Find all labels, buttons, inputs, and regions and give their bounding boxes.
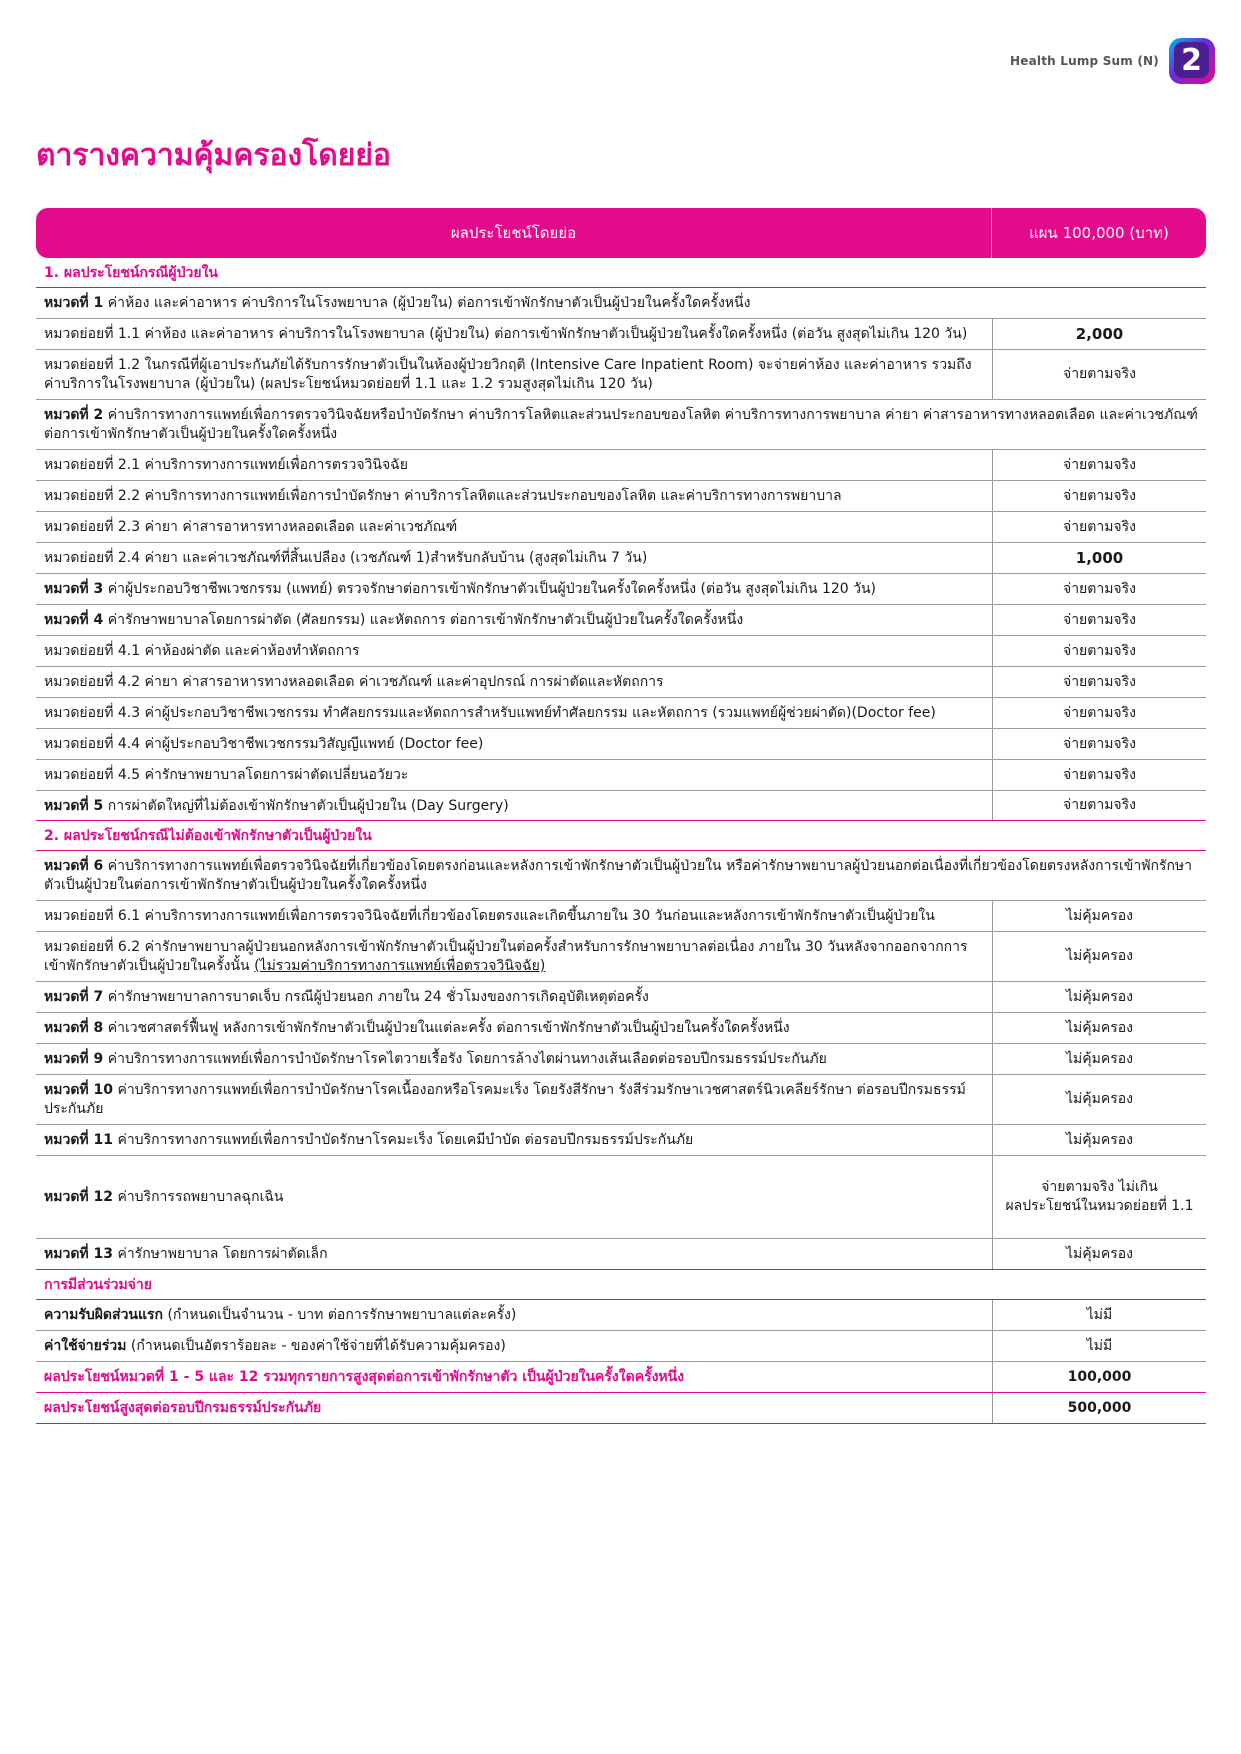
section-copayment: [36, 1270, 1206, 1300]
row-text: [36, 1331, 992, 1361]
category-label: หมวดที่ 4: [44, 612, 104, 628]
category-body: ค่าผู้ประกอบวิชาชีพเวชกรรม (แพทย์) ตรวจรักษาต่อการเข้าพักรักษาตัวเป็นผู้ป่วยในครั้งใดครั้งหนึ่ง (ต่อวัน สูงสุดไม่เกิน 120 วัน): [103, 581, 877, 597]
table-row: [36, 481, 1206, 512]
table-row: [36, 605, 1206, 636]
category-body: การผ่าตัดใหญ่ที่ไม่ต้องเข้าพักรักษาตัวเป็นผู้ป่วยใน (Day Surgery): [103, 798, 509, 814]
row-amount: จ่ายตามจริง: [992, 791, 1206, 820]
row-amount: ไม่คุ้มครอง: [992, 1044, 1206, 1074]
row-amount: 2,000: [992, 319, 1206, 349]
category-body: ค่าห้อง และค่าอาหาร ค่าบริการในโรงพยาบาล (ผู้ป่วยใน) ต่อการเข้าพักรักษาตัวเป็นผู้ป่วยในครั้งใดครั้งหนึ่ง: [103, 295, 751, 311]
row-text: [36, 400, 1206, 449]
category-body: ค่ารักษาพยาบาล โดยการผ่าตัดเล็ก: [113, 1246, 328, 1262]
table-row: [36, 1013, 1206, 1044]
category-body: ค่าบริการทางการแพทย์เพื่อการตรวจวินิจฉัยหรือบำบัดรักษา ค่าบริการโลหิตและส่วนประกอบของโลหิต ค่าบริการทางการพยาบาล ค่ายา ค่าสารอาหารทางหลอดเลือด และค่าเวชภัณฑ์ ต่อการเข้าพักรักษาตัวเป็นผู้ป่วยในครั้งใดครั้งหนึ่ง: [44, 407, 1198, 442]
category-label: หมวดที่ 12: [44, 1189, 113, 1205]
row-amount: ไม่มี: [992, 1300, 1206, 1330]
table-row: [36, 729, 1206, 760]
table-row: [36, 574, 1206, 605]
table-row: [36, 1300, 1206, 1331]
section-title: การมีส่วนร่วมจ่าย: [44, 1277, 152, 1293]
row-amount: ไม่คุ้มครอง: [992, 982, 1206, 1012]
summary-amount: 500,000: [992, 1393, 1206, 1423]
table-row: [36, 791, 1206, 821]
row-amount: จ่ายตามจริง: [992, 450, 1206, 480]
table-row: [36, 1125, 1206, 1156]
row-amount: จ่ายตามจริง: [992, 760, 1206, 790]
category-body: ค่าบริการทางการแพทย์เพื่อตรวจวินิจฉัยที่เกี่ยวข้องโดยตรงก่อนและหลังการเข้าพักรักษาตัวเป็นผู้ป่วยใน หรือค่ารักษาพยาบาลผู้ป่วยนอกต่อเนื่องที่เกี่ยวข้องโดยตรงหลังการเข้าพักรักษาตัวเป็นผู้ป่วยในต่อการเข้าพักรักษาตัวเป็นผู้ป่วยในครั้งใดครั้งหนึ่ง: [44, 858, 1193, 893]
table-row: [36, 982, 1206, 1013]
category-body: ค่าบริการทางการแพทย์เพื่อการบำบัดรักษาโรคเนื้องอกหรือโรคมะเร็ง โดยรังสีรักษา รังสีร่วมรักษาเวชศาสตร์นิวเคลียร์รักษา ต่อรอบปีกรมธรรม์ประกันภัย: [44, 1082, 966, 1117]
table-row: [36, 851, 1206, 901]
brand-text: Health Lump Sum (N): [1010, 54, 1159, 68]
row-text: [36, 1125, 992, 1155]
row-amount: จ่ายตามจริง: [992, 512, 1206, 542]
table-row: [36, 543, 1206, 574]
summary-amount: 100,000: [992, 1362, 1206, 1392]
row-text: [36, 1044, 992, 1074]
table-row: [36, 636, 1206, 667]
column-header-plan: แผน 100,000 (บาท): [991, 208, 1206, 258]
column-header-benefit: ผลประโยชน์โดยย่อ: [450, 224, 577, 242]
summary-row: [36, 1393, 1206, 1424]
category-body: ค่าบริการรถพยาบาลฉุกเฉิน: [113, 1189, 284, 1205]
row-amount: ไม่คุ้มครอง: [992, 932, 1206, 981]
row-text: [36, 1239, 992, 1269]
category-label: หมวดที่ 9: [44, 1051, 104, 1067]
category-label: หมวดที่ 5: [44, 798, 104, 814]
row-text: หมวดย่อยที่ 4.1 ค่าห้องผ่าตัด และค่าห้องทำหัตถการ: [44, 643, 360, 659]
section-title: 1. ผลประโยชน์กรณีผู้ป่วยใน: [44, 265, 218, 281]
table-row: [36, 1331, 1206, 1362]
table-row: [36, 698, 1206, 729]
table-row: [36, 760, 1206, 791]
section-title: 2. ผลประโยชน์กรณีไม่ต้องเข้าพักรักษาตัวเป็นผู้ป่วยใน: [44, 828, 372, 844]
table-row: [36, 1156, 1206, 1239]
row-text: หมวดย่อยที่ 4.3 ค่าผู้ประกอบวิชาชีพเวชกรรม ทำศัลยกรรมและหัตถการสำหรับแพทย์ทำศัลยกรรม และหัตถการ (รวมแพทย์ผู้ช่วยผ่าตัด)(Doctor fee): [44, 705, 936, 721]
row-text: [36, 1300, 992, 1330]
table-row: [36, 932, 1206, 982]
category-label: หมวดที่ 13: [44, 1246, 113, 1262]
table-row: [36, 450, 1206, 481]
row-text: หมวดย่อยที่ 2.2 ค่าบริการทางการแพทย์เพื่อการบำบัดรักษา ค่าบริการโลหิตและส่วนประกอบของโลหิต และค่าบริการทางการพยาบาล: [44, 488, 842, 504]
table-row: [36, 1075, 1206, 1125]
category-label: หมวดที่ 11: [44, 1132, 113, 1148]
table-row: [36, 1239, 1206, 1270]
row-text: [36, 791, 992, 820]
category-body: ค่าบริการทางการแพทย์เพื่อการบำบัดรักษาโรคไตวายเรื้อรัง โดยการล้างไตผ่านทางเส้นเลือดต่อรอบปีกรมธรรม์ประกันภัย: [103, 1051, 827, 1067]
category-label: หมวดที่ 3: [44, 581, 104, 597]
section-outpatient: [36, 821, 1206, 851]
coverage-table: [36, 208, 1206, 1424]
row-amount: จ่ายตามจริง: [992, 481, 1206, 511]
row-amount: จ่ายตามจริง: [992, 667, 1206, 697]
category-body: ค่าเวชศาสตร์ฟื้นฟู หลังการเข้าพักรักษาตัวเป็นผู้ป่วยในแต่ละครั้ง ต่อการเข้าพักรักษาตัวเป็นผู้ป่วยในครั้งใดครั้งหนึ่ง: [103, 1020, 790, 1036]
row-text: หมวดย่อยที่ 2.3 ค่ายา ค่าสารอาหารทางหลอดเลือด และค่าเวชภัณฑ์: [44, 519, 458, 535]
category-label: หมวดที่ 1: [44, 295, 104, 311]
row-text: [36, 851, 1206, 900]
row-text: [36, 1013, 992, 1043]
page-title: ตารางความคุ้มครองโดยย่อ: [36, 138, 391, 173]
row-text: หมวดย่อยที่ 4.5 ค่ารักษาพยาบาลโดยการผ่าตัดเปลี่ยนอวัยวะ: [44, 767, 409, 783]
row-text: [36, 982, 992, 1012]
summary-row: [36, 1362, 1206, 1393]
row-text: หมวดย่อยที่ 1.2 ในกรณีที่ผู้เอาประกันภัยได้รับการรักษาตัวเป็นในห้องผู้ป่วยวิกฤติ (Intensive Care Inpatient Room) จะจ่ายค่าห้อง และค่าอาหาร รวมถึงค่าบริการในโรงพยาบาล (ผู้ป่วยใน) (ผลประโยชน์หมวดย่อยที่ 1.1 และ 1.2 รวมสูงสุดไม่เกิน 120 วัน): [44, 357, 972, 392]
table-header: [36, 208, 1206, 258]
row-text: หมวดย่อยที่ 4.2 ค่ายา ค่าสารอาหารทางหลอดเลือด ค่าเวชภัณฑ์ และค่าอุปกรณ์ การผ่าตัดและหัตถการ: [44, 674, 664, 690]
category-label: หมวดที่ 8: [44, 1020, 104, 1036]
row-amount: จ่ายตามจริง: [992, 574, 1206, 604]
table-row: [36, 901, 1206, 932]
header-brand: [1010, 38, 1215, 84]
category-label: หมวดที่ 6: [44, 858, 104, 874]
row-text: หมวดย่อยที่ 2.1 ค่าบริการทางการแพทย์เพื่อการตรวจวินิจฉัย: [44, 457, 408, 473]
row-text: หมวดย่อยที่ 2.4 ค่ายา และค่าเวชภัณฑ์ที่สิ้นเปลือง (เวชภัณฑ์ 1)สำหรับกลับบ้าน (สูงสุดไม่เกิน 7 วัน): [44, 550, 648, 566]
copay-body: (กำหนดเป็นอัตราร้อยละ - ของค่าใช้จ่ายที่ได้รับความคุ้มครอง): [126, 1338, 506, 1354]
row-text: [36, 288, 1206, 318]
row-amount: ไม่คุ้มครอง: [992, 901, 1206, 931]
row-amount: จ่ายตามจริง: [992, 350, 1206, 399]
subcategory-note: (ไม่รวมค่าบริการทางการแพทย์เพื่อตรวจวินิจฉัย): [254, 958, 546, 974]
row-amount: จ่ายตามจริง: [992, 698, 1206, 728]
row-text: [36, 1075, 992, 1124]
row-amount: จ่ายตามจริง: [992, 605, 1206, 635]
table-row: [36, 319, 1206, 350]
row-amount: ไม่คุ้มครอง: [992, 1013, 1206, 1043]
row-amount: ไม่คุ้มครอง: [992, 1125, 1206, 1155]
row-text: หมวดย่อยที่ 6.1 ค่าบริการทางการแพทย์เพื่อการตรวจวินิจฉัยที่เกี่ยวข้องโดยตรงและเกิดขึ้นภายใน 30 วันก่อนและหลังการเข้าพักรักษาตัวเป็นผู้ป่วยใน: [44, 908, 935, 924]
summary-text: ผลประโยชน์หมวดที่ 1 - 5 และ 12 รวมทุกรายการสูงสุดต่อการเข้าพักรักษาตัว เป็นผู้ป่วยในครั้งใดครั้งหนึ่ง: [44, 1369, 685, 1385]
category-label: หมวดที่ 2: [44, 407, 104, 423]
row-amount: ไม่มี: [992, 1331, 1206, 1361]
table-row: [36, 350, 1206, 400]
table-row: [36, 667, 1206, 698]
subcategory-body: หมวดย่อยที่ 6.2 ค่ารักษาพยาบาลผู้ป่วยนอกหลังการเข้าพักรักษาตัวเป็นผู้ป่วยในต่อครั้งสำหรับการรักษาพยาบาลต่อเนื่อง ภายใน 30 วันหลังจากออกจากการเข้าพักรักษาตัวเป็นผู้ป่วยในครั้งนั้น: [44, 939, 968, 974]
table-row: [36, 288, 1206, 319]
category-label: หมวดที่ 10: [44, 1082, 113, 1098]
row-text: [36, 574, 992, 604]
row-text: หมวดย่อยที่ 1.1 ค่าห้อง และค่าอาหาร ค่าบริการในโรงพยาบาล (ผู้ป่วยใน) ต่อการเข้าพักรักษาตัวเป็นผู้ป่วยในครั้งใดครั้งหนึ่ง (ต่อวัน สูงสุดไม่เกิน 120 วัน): [44, 326, 968, 342]
row-text: [36, 605, 992, 635]
row-amount: จ่ายตามจริง: [992, 729, 1206, 759]
amount-line: จ่ายตามจริง ไม่เกิน: [1041, 1179, 1158, 1195]
brand-logo-icon: [1169, 38, 1215, 84]
row-amount: จ่ายตามจริง: [992, 636, 1206, 666]
logo-number: 2: [1174, 42, 1209, 78]
category-body: ค่าบริการทางการแพทย์เพื่อการบำบัดรักษาโรคมะเร็ง โดยเคมีบำบัด ต่อรอบปีกรมธรรม์ประกันภัย: [113, 1132, 694, 1148]
section-inpatient: [36, 258, 1206, 288]
category-body: ค่ารักษาพยาบาลโดยการผ่าตัด (ศัลยกรรม) และหัตถการ ต่อการเข้าพักรักษาตัวเป็นผู้ป่วยในครั้งใดครั้งหนึ่ง: [103, 612, 744, 628]
row-text: หมวดย่อยที่ 4.4 ค่าผู้ประกอบวิชาชีพเวชกรรมวิสัญญีแพทย์ (Doctor fee): [44, 736, 484, 752]
row-text: [36, 932, 992, 981]
copay-label: ค่าใช้จ่ายร่วม: [44, 1338, 127, 1354]
row-amount: [992, 1156, 1206, 1238]
deductible-body: (กำหนดเป็นจำนวน - บาท ต่อการรักษาพยาบาลแต่ละครั้ง): [163, 1307, 517, 1323]
deductible-label: ความรับผิดส่วนแรก: [44, 1307, 164, 1323]
row-amount: ไม่คุ้มครอง: [992, 1239, 1206, 1269]
row-text: [36, 1156, 992, 1238]
category-label: หมวดที่ 7: [44, 989, 104, 1005]
summary-text: ผลประโยชน์สูงสุดต่อรอบปีกรมธรรม์ประกันภัย: [44, 1400, 322, 1416]
row-amount: 1,000: [992, 543, 1206, 573]
table-row: [36, 512, 1206, 543]
row-amount: ไม่คุ้มครอง: [992, 1075, 1206, 1124]
table-row: [36, 1044, 1206, 1075]
amount-line: ผลประโยชน์ในหมวดย่อยที่ 1.1: [1005, 1198, 1194, 1214]
category-body: ค่ารักษาพยาบาลการบาดเจ็บ กรณีผู้ป่วยนอก ภายใน 24 ชั่วโมงของการเกิดอุบัติเหตุต่อครั้ง: [103, 989, 649, 1005]
table-row: [36, 400, 1206, 450]
